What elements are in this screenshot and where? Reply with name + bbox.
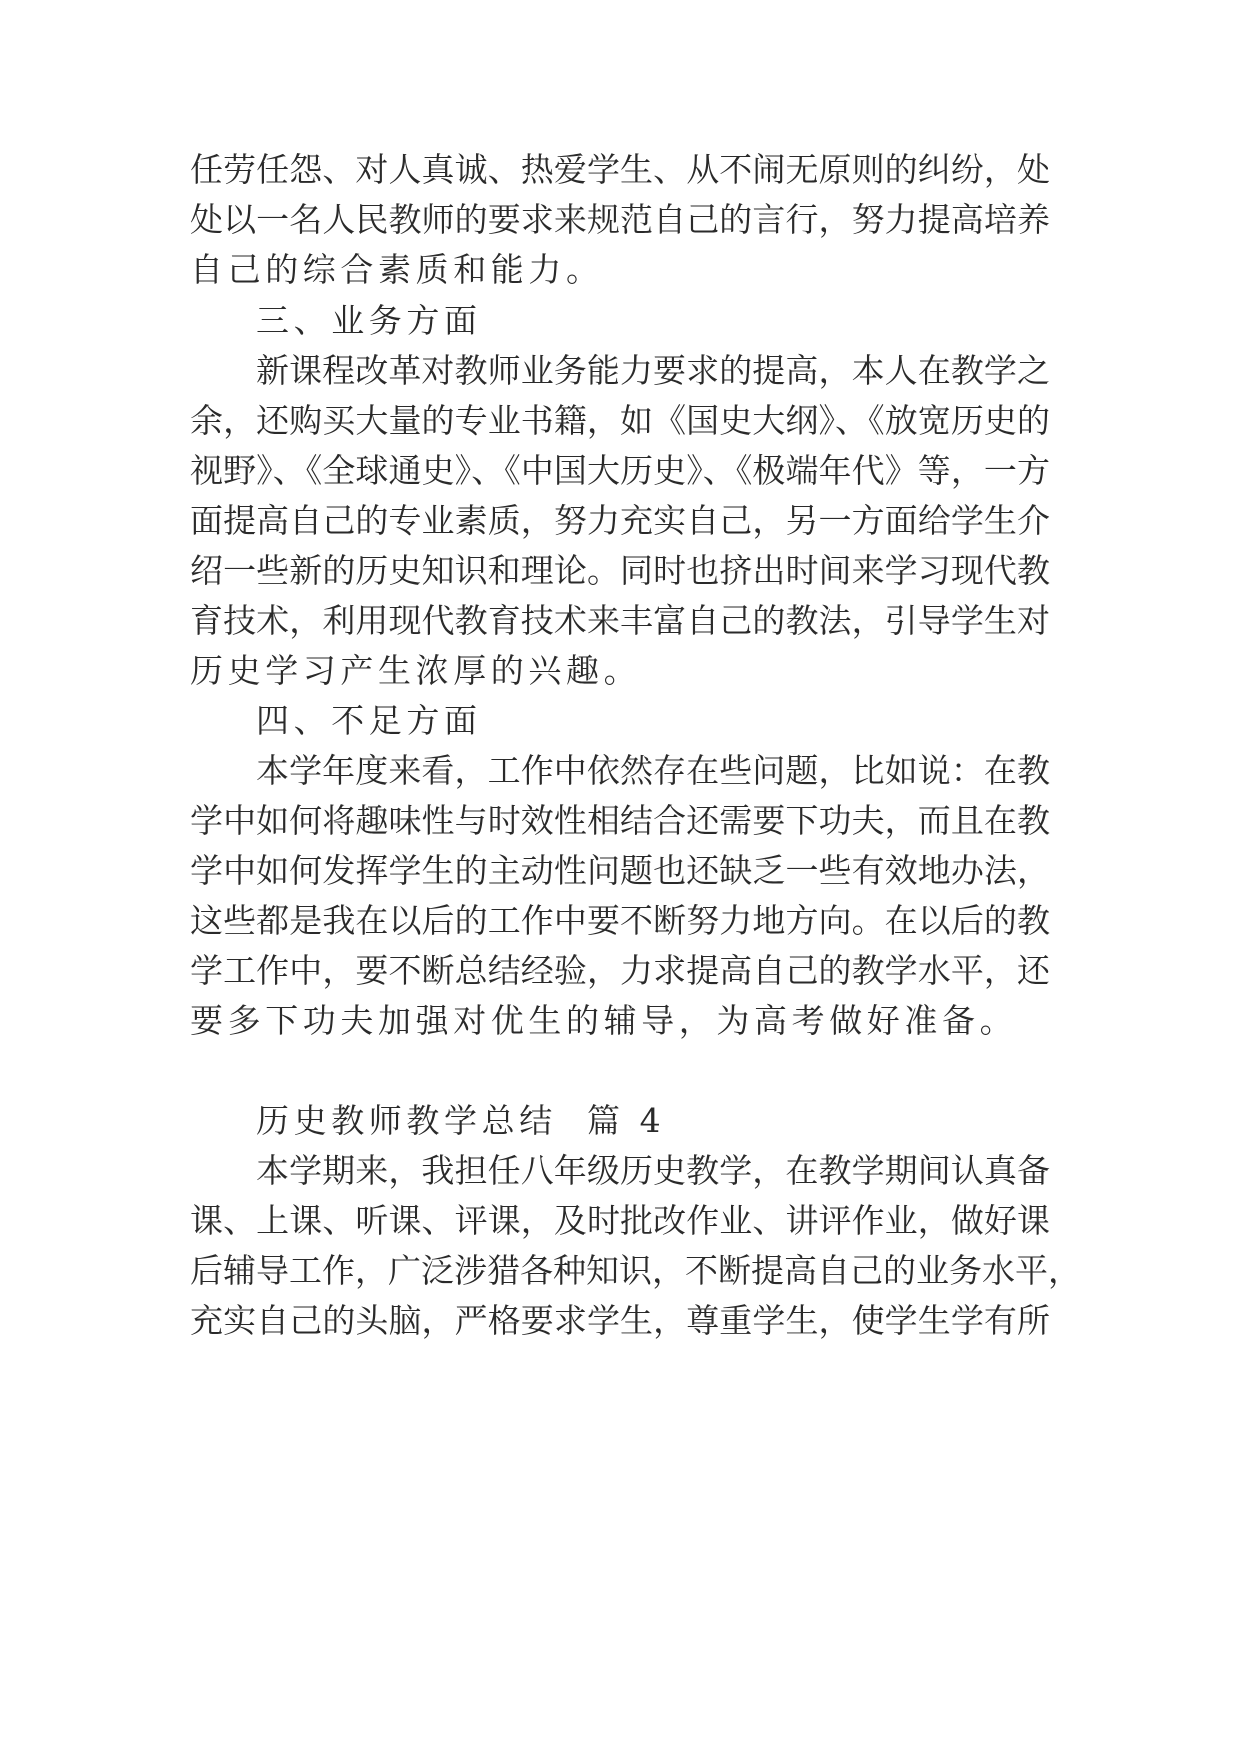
text-line: 学中如何发挥学生的主动性问题也还缺乏一些有效地办法， <box>190 851 1050 890</box>
text-line: 育技术，利用现代教育技术来丰富自己的教法，引导学生对 <box>190 601 1050 640</box>
text-line: 这些都是我在以后的工作中要不断努力地方向。在以后的教 <box>190 901 1050 940</box>
text-line: 后辅导工作，广泛涉猎各种知识，不断提高自己的业务水平， <box>190 1251 1081 1290</box>
text-line: 处以一名人民教师的要求来规范自己的言行，努力提高培养 <box>190 200 1050 239</box>
text-line: 任劳任怨、对人真诚、热爱学生、从不闹无原则的纠纷，处 <box>190 150 1050 189</box>
text-line: 课、上课、听课、评课，及时批改作业、讲评作业，做好课 <box>190 1201 1050 1240</box>
text-line: 本学年度来看，工作中依然存在些问题，比如说：在教 <box>256 751 1050 790</box>
text-line: 绍一些新的历史知识和理论。同时也挤出时间来学习现代教 <box>190 551 1050 590</box>
text-line: 要多下功夫加强对优生的辅导，为高考做好准备。 <box>190 1001 1018 1040</box>
text-line: 自己的综合素质和能力。 <box>190 250 604 289</box>
text-line: 学中如何将趣味性与时效性相结合还需要下功夫，而且在教 <box>190 801 1050 840</box>
text-line: 学工作中，要不断总结经验，力求提高自己的教学水平，还 <box>190 951 1050 990</box>
text-line: 充实自己的头脑，严格要求学生，尊重学生，使学生学有所 <box>190 1301 1050 1340</box>
text-line: 余，还购买大量的专业书籍，如《国史大纲》、《放宽历史的 <box>190 401 1050 440</box>
section-heading: 三、业务方面 <box>256 301 482 340</box>
text-line: 本学期来，我担任八年级历史教学，在教学期间认真备 <box>256 1151 1050 1190</box>
text-line: 视野》、《全球通史》、《中国大历史》、《极端年代》等，一方 <box>190 451 1050 490</box>
text-line: 面提高自己的专业素质，努力充实自己，另一方面给学生介 <box>190 501 1050 540</box>
section-heading: 四、不足方面 <box>256 701 482 740</box>
article-title: 历史教师教学总结 篇 4 <box>256 1101 666 1140</box>
text-line: 新课程改革对教师业务能力要求的提高，本人在教学之 <box>256 351 1050 390</box>
text-line: 历史学习产生浓厚的兴趣。 <box>190 651 642 690</box>
